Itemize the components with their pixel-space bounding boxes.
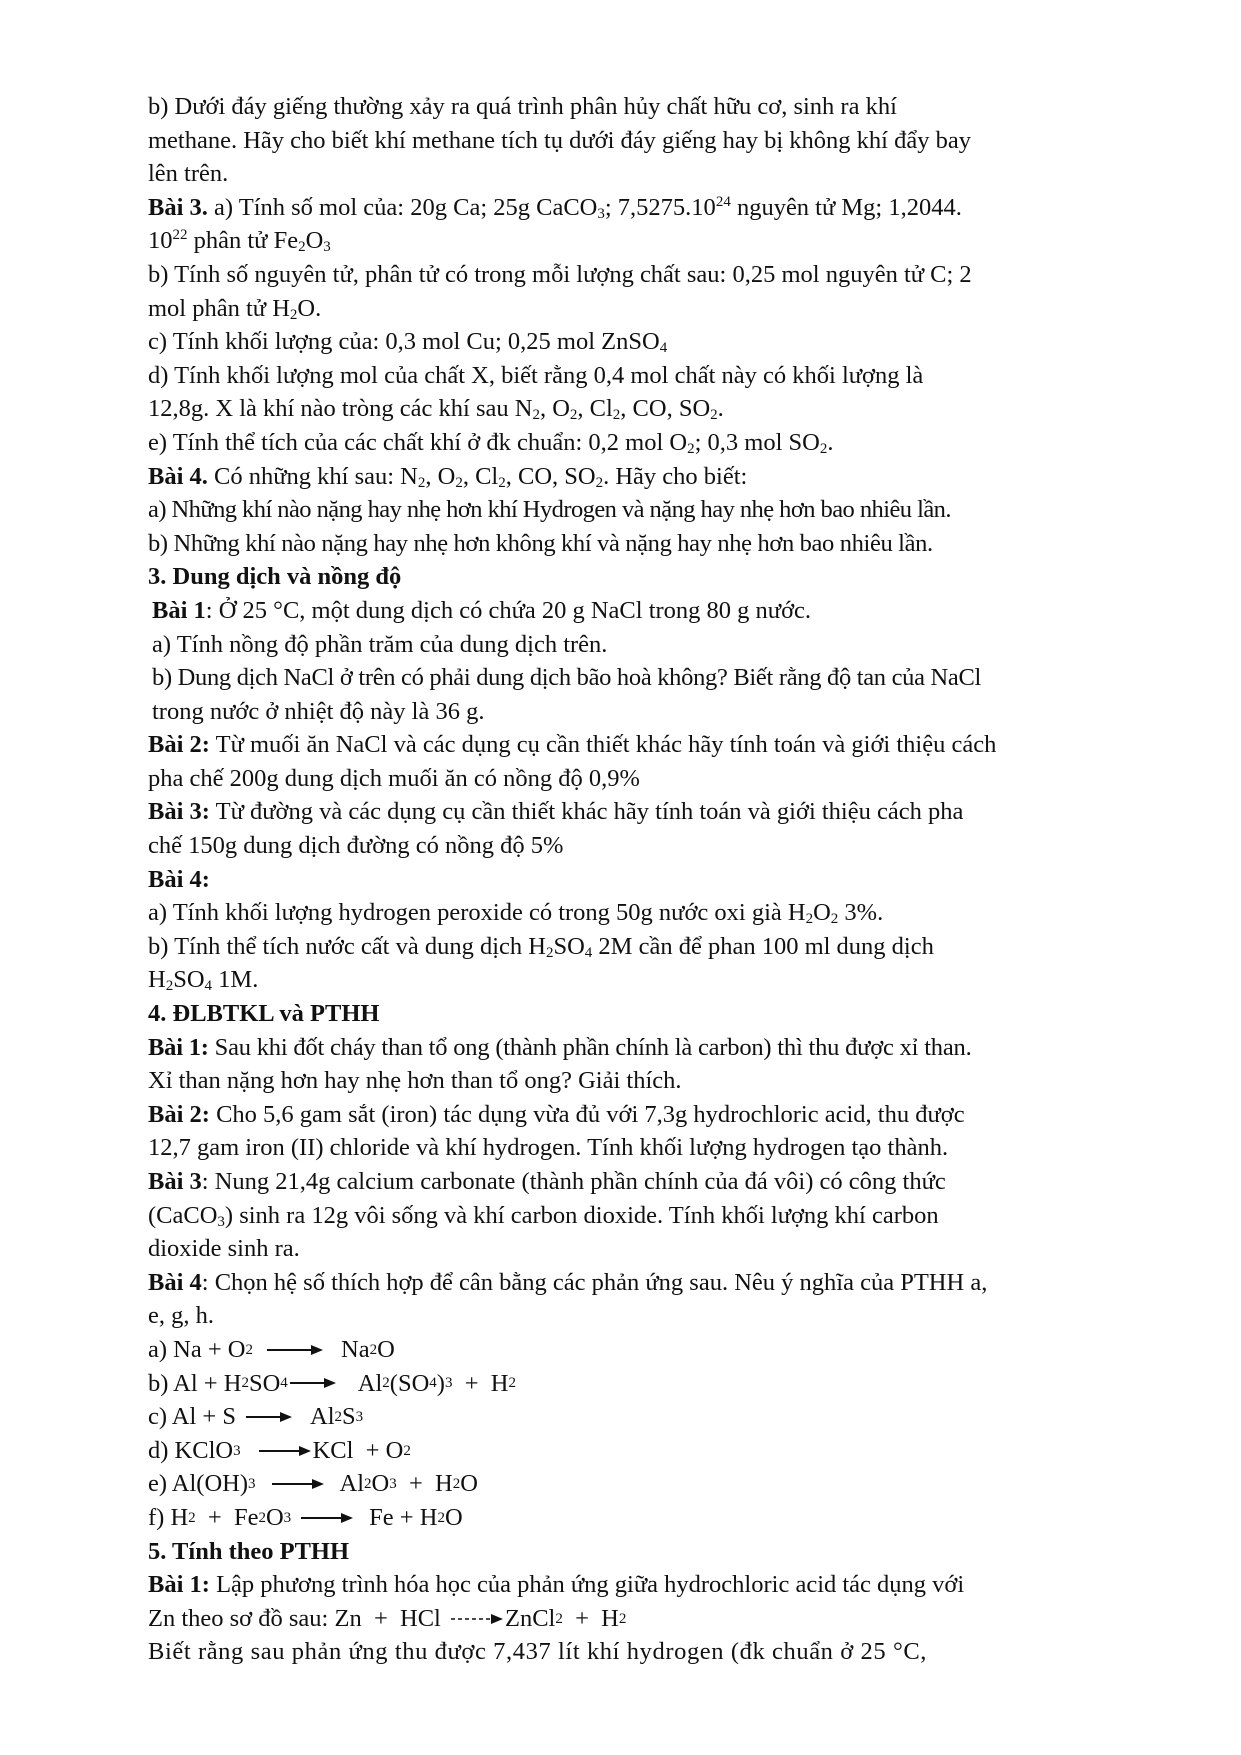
text: , Cl	[577, 395, 613, 423]
exercise-label-line	[148, 863, 1158, 897]
text: 12,8g. X là khí nào tròng các khí sau N	[148, 395, 533, 423]
text: Xỉ than nặng hơn hay nhẹ hơn than tổ ong? Giải thích.	[148, 1067, 682, 1095]
subscript: 4	[204, 978, 213, 995]
exercise-label: Bài 1:	[148, 1571, 210, 1599]
text: b) Tính số nguyên tử, phân tử có trong mỗi lượng chất sau: 0,25 mol nguyên tử C; 2	[148, 260, 972, 288]
text: b) Dung dịch NaCl ở trên có phải dung dịch bão hoà không? Biết rằng độ tan của NaCl	[152, 664, 982, 692]
text: 12,7 gam iron (II) chloride và khí hydrogen. Tính khối lượng hydrogen tạo thành.	[148, 1134, 949, 1162]
subscript: 2	[165, 978, 174, 995]
product: Al	[310, 1403, 335, 1431]
product: + H	[452, 1369, 509, 1397]
text: a) Tính số mol của: 20g Ca; 25g CaCO	[207, 193, 598, 221]
exercise-label: Bài 3:	[148, 798, 210, 826]
text-line	[148, 1199, 1158, 1233]
product: O	[371, 1470, 390, 1498]
subscript: 2	[298, 239, 306, 256]
exercise-4-line	[148, 460, 1158, 494]
superscript: 24	[715, 193, 731, 210]
section-heading-4	[148, 997, 1158, 1031]
text: SO	[553, 932, 585, 960]
product: O	[460, 1470, 478, 1498]
text: ) sinh ra 12g vôi sống và khí carbon dioxide. Tính khối lượng khí carbon	[224, 1201, 939, 1229]
reaction-zn-hcl: Zn theo sơ đồ sau: Zn + HCl ZnCl 2 + H 2	[148, 1602, 1158, 1636]
reactant: b) Al + H	[148, 1369, 242, 1397]
text: : Nung 21,4g calcium carbonate (thành phần chính của đá vôi) có công thức	[201, 1168, 946, 1195]
text: : Chọn hệ số thích hợp để cân bằng các phản ứng sau. Nêu ý nghĩa của PTHH a,	[201, 1268, 988, 1296]
text-line	[148, 1635, 1158, 1669]
reactant: a) Na + O	[148, 1335, 246, 1363]
text-line	[148, 1266, 1158, 1300]
text: ; 0,3 mol SO	[694, 428, 820, 456]
text: c) Tính khối lượng của: 0,3 mol Cu; 0,25 mol ZnSO	[148, 328, 660, 356]
text-line	[148, 661, 1158, 695]
text-line	[148, 1165, 1158, 1199]
exercise-label: Bài 4:	[148, 865, 210, 893]
exercise-label: Bài 3.	[148, 193, 208, 221]
product: KCl + O	[312, 1436, 404, 1464]
text: Từ đường và các dụng cụ cần thiết khác hãy tính toán và giới thiệu cách pha	[209, 798, 964, 826]
text: H	[148, 966, 166, 994]
document-page	[148, 90, 1158, 1669]
text-line	[148, 628, 1158, 662]
text-line	[148, 426, 1158, 460]
exercise-label: Bài 3	[148, 1168, 202, 1195]
subscript: 2	[687, 440, 695, 457]
subscript: 2	[569, 407, 578, 424]
reactant: O	[265, 1503, 284, 1531]
text: Có những khí sau: N	[207, 462, 418, 490]
reactant: SO	[248, 1369, 281, 1397]
product: + H	[396, 1470, 453, 1498]
product: ZnCl	[504, 1604, 556, 1632]
product: + H	[562, 1604, 619, 1632]
subscript: 4	[584, 944, 593, 961]
text: , CO, SO	[620, 395, 711, 423]
text: , CO, SO	[505, 462, 596, 490]
subscript: 2	[830, 911, 839, 928]
reactant: + Fe	[195, 1503, 259, 1531]
text-line	[148, 695, 1158, 729]
text-line	[148, 1064, 1158, 1098]
exercise-label: Bài 2:	[148, 731, 210, 759]
text-line	[148, 594, 1158, 628]
text-line	[148, 728, 1158, 762]
text: O	[813, 899, 831, 927]
text: e) Tính thể tích của các chất khí ở đk chuẩn: 0,2 mol O	[148, 428, 688, 456]
text: Từ muối ăn NaCl và các dụng cụ cần thiết khác hãy tính toán và giới thiệu cách	[209, 731, 997, 759]
text: dioxide sinh ra.	[148, 1235, 300, 1263]
heading-text: 5. Tính theo PTHH	[148, 1537, 350, 1565]
text: nguyên tử Mg; 1,2044.	[730, 193, 962, 221]
section-heading-3	[148, 560, 1158, 594]
product: Al	[357, 1369, 383, 1397]
reactant: c) Al + S	[148, 1403, 236, 1431]
product: O	[377, 1335, 395, 1363]
subscript: 2	[417, 474, 426, 491]
text: Zn theo sơ đồ sau: Zn + HCl	[148, 1604, 447, 1632]
text: ; 7,5275.10	[604, 193, 716, 221]
reaction-f: f) H 2 + Fe 2 O 3 Fe + H 2 O	[148, 1501, 1158, 1535]
text: methane. Hãy cho biết khí methane tích tụ dưới đáy giếng hay bị không khí đẩy bay	[148, 126, 971, 154]
arrow-icon	[301, 1512, 353, 1524]
arrow-icon	[246, 1411, 292, 1423]
text: 1M.	[212, 966, 259, 994]
subscript: 2	[289, 306, 298, 323]
product: )	[436, 1369, 445, 1397]
superscript: 22	[172, 227, 188, 244]
reaction-a: a) Na + O 2 Na 2 O	[148, 1333, 1158, 1367]
dashed-arrow-icon	[451, 1613, 503, 1625]
exercise-label: Bài 1	[152, 596, 206, 624]
text-line	[148, 157, 1158, 191]
subscript: 2	[805, 911, 814, 928]
exercise-label: Bài 1:	[148, 1033, 209, 1061]
exercise-label: Bài 4	[148, 1268, 202, 1296]
text-line	[148, 896, 1158, 930]
reaction-b: b) Al + H 2 SO 4 Al 2 (SO 4 ) 3 + H 2	[148, 1367, 1158, 1401]
text: a) Tính khối lượng hydrogen peroxide có trong 50g nước oxi già H	[148, 899, 806, 927]
text: SO	[173, 966, 205, 994]
text: .	[827, 428, 834, 456]
subscript: 3	[217, 1213, 225, 1230]
text-line	[148, 762, 1158, 796]
arrow-icon	[267, 1344, 323, 1356]
reactant: d) KClO	[148, 1436, 234, 1464]
text: 3%.	[838, 899, 884, 927]
product: Fe + H	[369, 1503, 438, 1531]
text: pha chế 200g dung dịch muối ăn có nồng độ 0,9%	[148, 764, 640, 792]
text: b) Tính thể tích nước cất và dung dịch H	[148, 932, 546, 960]
subscript: 2	[595, 474, 604, 491]
text: phân tử Fe	[187, 227, 299, 255]
text: , O	[539, 395, 570, 423]
subscript: 2	[612, 407, 621, 424]
text-line	[148, 224, 1158, 258]
text-line	[148, 292, 1158, 326]
product: Al	[339, 1470, 365, 1498]
text: d) Tính khối lượng mol của chất X, biết rằng 0,4 mol chất này có khối lượng là	[148, 361, 924, 389]
text-line	[148, 90, 1158, 124]
product: S	[342, 1403, 356, 1431]
text-line	[148, 493, 1158, 527]
subscript: 2	[455, 474, 463, 491]
heading-text: 3. Dung dịch và nồng độ	[148, 563, 402, 591]
text-line	[148, 392, 1158, 426]
text: chế 150g dung dịch đường có nồng độ 5%	[148, 832, 564, 860]
text: a) Những khí nào nặng hay nhẹ hơn khí Hydrogen và nặng hay nhẹ hơn bao nhiêu lần.	[148, 496, 951, 524]
text: e, g, h.	[148, 1302, 214, 1330]
text: mol phân tử H	[148, 294, 290, 322]
reactant: f) H	[148, 1503, 189, 1531]
text: 2M cần để phan 100 ml dung dịch	[592, 932, 934, 960]
text-line	[148, 1131, 1158, 1165]
text-line	[148, 1031, 1158, 1065]
reaction-e: e) Al(OH) 3 Al 2 O 3 + H 2 O	[148, 1467, 1158, 1501]
exercise-label: Bài 2:	[148, 1100, 210, 1128]
text-line	[148, 795, 1158, 829]
subscript: 3	[597, 205, 605, 222]
text-line	[148, 963, 1158, 997]
subscript: 2	[498, 474, 506, 491]
exercise-label: Bài 4.	[148, 462, 208, 490]
text: Sau khi đốt cháy than tổ ong (thành phần chính là carbon) thì thu được xỉ than.	[208, 1033, 972, 1061]
text: .	[717, 395, 724, 423]
text-line	[148, 930, 1158, 964]
text-line	[148, 325, 1158, 359]
text: lên trên.	[148, 160, 229, 188]
text-line	[148, 258, 1158, 292]
text: 10	[148, 227, 173, 255]
reaction-c: c) Al + S Al 2 S 3	[148, 1400, 1158, 1434]
heading-text: 4. ĐLBTKL và PTHH	[148, 1000, 380, 1028]
text: , O	[425, 462, 456, 490]
subscript: 3	[323, 239, 331, 256]
text-line	[148, 359, 1158, 393]
product: Na	[341, 1335, 370, 1363]
exercise-3-line	[148, 191, 1158, 225]
text: . Hãy cho biết:	[603, 462, 748, 490]
text: Biết rằng sau phản ứng thu được 7,437 lít khí hydrogen (đk chuẩn ở 25 °C,	[148, 1638, 928, 1666]
text: a) Tính nồng độ phần trăm của dung dịch trên.	[152, 630, 608, 658]
reaction-d: d) KClO 3 KCl + O 2	[148, 1434, 1158, 1468]
text: O	[305, 227, 324, 255]
text-line	[148, 1232, 1158, 1266]
text: Cho 5,6 gam sắt (iron) tác dụng vừa đủ với 7,3g hydrochloric acid, thu được	[209, 1100, 965, 1128]
product: O	[444, 1503, 463, 1531]
text: : Ở 25 °C, một dung dịch có chứa 20 g NaCl trong 80 g nước.	[205, 596, 812, 624]
arrow-icon	[290, 1377, 336, 1389]
text-line	[148, 1098, 1158, 1132]
text: O.	[297, 294, 322, 322]
text-line	[148, 527, 1158, 561]
subscript: 2	[545, 944, 554, 961]
text: trong nước ở nhiệt độ này là 36 g.	[152, 697, 485, 725]
subscript: 2	[710, 407, 718, 424]
text-line	[148, 1568, 1158, 1602]
product: (SO	[389, 1369, 430, 1397]
arrow-icon	[259, 1445, 311, 1457]
text-line	[148, 124, 1158, 158]
text-line	[148, 829, 1158, 863]
text: (CaCO	[148, 1201, 218, 1229]
section-heading-5	[148, 1535, 1158, 1569]
text: , Cl	[462, 462, 499, 490]
subscript: 2	[532, 407, 540, 424]
reactant: e) Al(OH)	[148, 1470, 249, 1498]
text: b) Dưới đáy giếng thường xảy ra quá trình phân hủy chất hữu cơ, sinh ra khí	[148, 93, 897, 120]
subscript: 2	[819, 440, 828, 457]
text: Lập phương trình hóa học của phản ứng giữa hydrochloric acid tác dụng với	[209, 1571, 965, 1599]
text-line	[148, 1299, 1158, 1333]
subscript: 4	[659, 340, 668, 357]
arrow-icon	[272, 1478, 324, 1490]
text: b) Những khí nào nặng hay nhẹ hơn không khí và nặng hay nhẹ hơn bao nhiêu lần.	[148, 529, 933, 557]
